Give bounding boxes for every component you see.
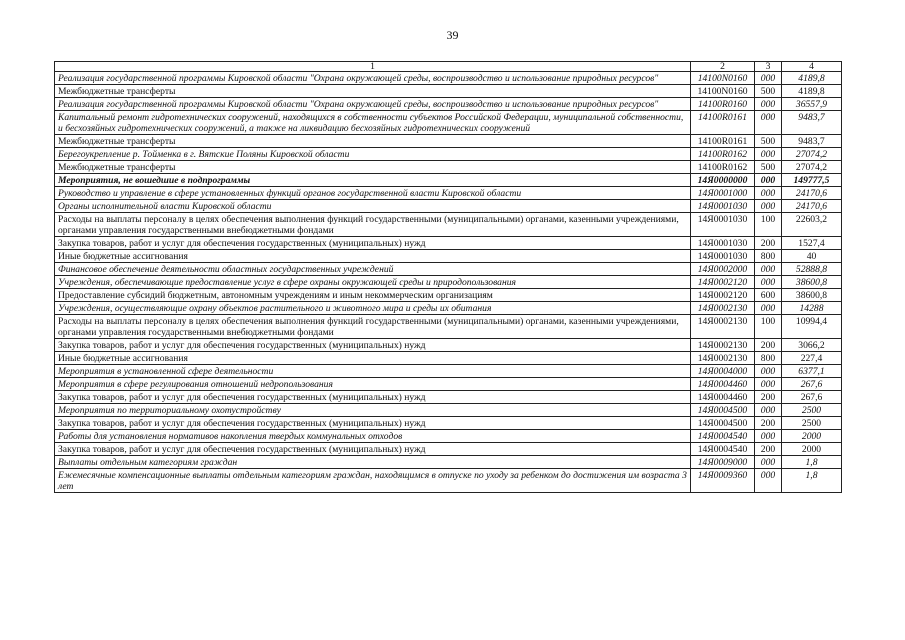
- row-code-cell: 14100N0160: [691, 72, 755, 85]
- row-sum-cell: 40: [782, 250, 842, 263]
- row-code-cell: 14Я0004460: [691, 378, 755, 391]
- budget-table-body: [55, 62, 842, 493]
- table-row: [55, 289, 842, 302]
- table-row: [55, 339, 842, 352]
- row-sum-cell: 38600,8: [782, 289, 842, 302]
- row-name-cell: Работы для установления нормативов накопления твердых коммунальных отходов: [55, 430, 691, 443]
- row-type-cell: 200: [755, 443, 782, 456]
- row-sum-cell: 227,4: [782, 352, 842, 365]
- table-row: [55, 456, 842, 469]
- row-code-cell: 14Я0004540: [691, 430, 755, 443]
- row-name-cell: Межбюджетные трансферты: [55, 85, 691, 98]
- row-type-cell: 800: [755, 250, 782, 263]
- row-code-cell: 14100R0162: [691, 148, 755, 161]
- row-name-cell: Реализация государственной программы Кировской области "Охрана окружающей среды, воспроизводство и использование природных ресурсов": [55, 98, 691, 111]
- row-sum-cell: 52888,8: [782, 263, 842, 276]
- row-sum-cell: 267,6: [782, 391, 842, 404]
- row-sum-cell: 27074,2: [782, 161, 842, 174]
- table-row: [55, 161, 842, 174]
- table-row: [55, 302, 842, 315]
- row-type-cell: 000: [755, 404, 782, 417]
- row-type-cell: 500: [755, 161, 782, 174]
- row-code-cell: 14100R0160: [691, 98, 755, 111]
- table-row: [55, 378, 842, 391]
- row-name-cell: Расходы на выплаты персоналу в целях обеспечения выполнения функций государственными (муниципальными) органами, казенными учреждениями, органами управления государственными внебюджетными фондами: [55, 213, 691, 237]
- row-name-cell: Финансовое обеспечение деятельности областных государственных учреждений: [55, 263, 691, 276]
- row-name-cell: Выплаты отдельным категориям граждан: [55, 456, 691, 469]
- table-row: [55, 365, 842, 378]
- row-name-cell: Закупка товаров, работ и услуг для обеспечения государственных (муниципальных) нужд: [55, 339, 691, 352]
- row-name-cell: Иные бюджетные ассигнования: [55, 250, 691, 263]
- table-row: [55, 469, 842, 493]
- row-code-cell: 14Я0000000: [691, 174, 755, 187]
- row-type-cell: 500: [755, 85, 782, 98]
- row-code-cell: 14100R0162: [691, 161, 755, 174]
- row-code-cell: 14Я0009360: [691, 469, 755, 493]
- row-code-cell: 14Я0002120: [691, 276, 755, 289]
- row-code-cell: 14Я0001030: [691, 237, 755, 250]
- row-name-cell: Закупка товаров, работ и услуг для обеспечения государственных (муниципальных) нужд: [55, 237, 691, 250]
- row-type-cell: 000: [755, 365, 782, 378]
- table-row: [55, 443, 842, 456]
- row-name-cell: Учреждения, обеспечивающие предоставление услуг в сфере охраны окружающей среды и природопользования: [55, 276, 691, 289]
- row-name-cell: Мероприятия в сфере регулирования отношений недропользования: [55, 378, 691, 391]
- row-sum-cell: 3066,2: [782, 339, 842, 352]
- row-sum-cell: 4189,8: [782, 85, 842, 98]
- row-type-cell: 000: [755, 187, 782, 200]
- row-type-cell: 000: [755, 430, 782, 443]
- row-sum-cell: 1,8: [782, 456, 842, 469]
- table-row: [55, 174, 842, 187]
- row-type-cell: 200: [755, 237, 782, 250]
- row-type-cell: 000: [755, 148, 782, 161]
- row-sum-cell: 22603,2: [782, 213, 842, 237]
- row-sum-cell: 1,8: [782, 469, 842, 493]
- row-type-cell: 100: [755, 315, 782, 339]
- row-code-cell: 14Я0001000: [691, 187, 755, 200]
- row-type-cell: 000: [755, 302, 782, 315]
- row-sum-cell: 36557,9: [782, 98, 842, 111]
- row-name-cell: Мероприятия по территориальному охотустройству: [55, 404, 691, 417]
- row-code-cell: 14Я0002130: [691, 339, 755, 352]
- row-sum-cell: 14288: [782, 302, 842, 315]
- row-name-cell: Закупка товаров, работ и услуг для обеспечения государственных (муниципальных) нужд: [55, 443, 691, 456]
- row-type-cell: 000: [755, 98, 782, 111]
- table-row: [55, 391, 842, 404]
- row-name-cell: Руководство и управление в сфере установленных функций органов государственной власти Кировской области: [55, 187, 691, 200]
- row-code-cell: 14Я0002130: [691, 302, 755, 315]
- row-sum-cell: 27074,2: [782, 148, 842, 161]
- row-code-cell: 14Я0001030: [691, 200, 755, 213]
- row-sum-cell: 267,6: [782, 378, 842, 391]
- table-row: [55, 187, 842, 200]
- row-code-cell: 14100R0161: [691, 135, 755, 148]
- row-name-cell: Иные бюджетные ассигнования: [55, 352, 691, 365]
- table-row: [55, 250, 842, 263]
- row-sum-cell: 24170,6: [782, 187, 842, 200]
- row-name-cell: Капитальный ремонт гидротехнических сооружений, находящихся в собственности субъектов Российской Федерации, муниципальной собственности, и бесхозяйных гидротехнических сооружений, а также на ликвидацию бесхозяйных гидротехнических сооружений: [55, 111, 691, 135]
- row-name-cell: Учреждения, осуществляющие охрану объектов растительного и животного мира и среды их обитания: [55, 302, 691, 315]
- row-name-cell: Закупка товаров, работ и услуг для обеспечения государственных (муниципальных) нужд: [55, 391, 691, 404]
- row-code-cell: 14Я0001030: [691, 213, 755, 237]
- row-code-cell: 14Я0004540: [691, 443, 755, 456]
- page-number: 39: [446, 28, 459, 42]
- row-name-cell: Предоставление субсидий бюджетным, автономным учреждениям и иным некоммерческим организациям: [55, 289, 691, 302]
- table-row: [55, 352, 842, 365]
- row-type-cell: 000: [755, 111, 782, 135]
- row-sum-cell: 24170,6: [782, 200, 842, 213]
- row-code-cell: 14Я0002130: [691, 315, 755, 339]
- row-sum-cell: 6377,1: [782, 365, 842, 378]
- row-name-cell: Межбюджетные трансферты: [55, 161, 691, 174]
- row-name-cell: Мероприятия, не вошедшие в подпрограммы: [55, 174, 691, 187]
- column-header-sum: 4: [782, 62, 842, 72]
- row-sum-cell: 2000: [782, 430, 842, 443]
- row-sum-cell: 38600,8: [782, 276, 842, 289]
- row-sum-cell: 2500: [782, 404, 842, 417]
- row-type-cell: 100: [755, 213, 782, 237]
- row-name-cell: Расходы на выплаты персоналу в целях обеспечения выполнения функций государственными (муниципальными) органами, казенными учреждениями, органами управления государственными внебюджетными фондами: [55, 315, 691, 339]
- table-row: [55, 213, 842, 237]
- row-type-cell: 000: [755, 456, 782, 469]
- table-row: [55, 276, 842, 289]
- column-header-code: 2: [691, 62, 755, 72]
- table-header-row: [55, 62, 842, 72]
- table-row: [55, 72, 842, 85]
- row-type-cell: 000: [755, 200, 782, 213]
- row-type-cell: 800: [755, 352, 782, 365]
- row-sum-cell: 2000: [782, 443, 842, 456]
- table-row: [55, 85, 842, 98]
- row-sum-cell: 9483,7: [782, 135, 842, 148]
- row-sum-cell: 1527,4: [782, 237, 842, 250]
- row-name-cell: Берегоукрепление р. Тойменка в г. Вятские Поляны Кировской области: [55, 148, 691, 161]
- row-type-cell: 000: [755, 469, 782, 493]
- table-row: [55, 148, 842, 161]
- table-row: [55, 315, 842, 339]
- row-name-cell: Закупка товаров, работ и услуг для обеспечения государственных (муниципальных) нужд: [55, 417, 691, 430]
- row-code-cell: 14Я0001030: [691, 250, 755, 263]
- table-row: [55, 135, 842, 148]
- row-code-cell: 14Я0004000: [691, 365, 755, 378]
- row-type-cell: 600: [755, 289, 782, 302]
- table-row: [55, 237, 842, 250]
- row-code-cell: 14100R0161: [691, 111, 755, 135]
- row-name-cell: Ежемесячные компенсационные выплаты отдельным категориям граждан, находящимся в отпуске по уходу за ребенком до достижения им возраста 3 лет: [55, 469, 691, 493]
- row-type-cell: 000: [755, 276, 782, 289]
- row-code-cell: 14Я0002000: [691, 263, 755, 276]
- table-row: [55, 263, 842, 276]
- row-type-cell: 200: [755, 417, 782, 430]
- row-sum-cell: 2500: [782, 417, 842, 430]
- row-type-cell: 200: [755, 391, 782, 404]
- row-type-cell: 500: [755, 135, 782, 148]
- row-sum-cell: 9483,7: [782, 111, 842, 135]
- budget-table: [54, 61, 842, 493]
- row-code-cell: 14Я0002130: [691, 352, 755, 365]
- row-name-cell: Органы исполнительной власти Кировской области: [55, 200, 691, 213]
- row-code-cell: 14Я0004500: [691, 417, 755, 430]
- row-type-cell: 200: [755, 339, 782, 352]
- row-code-cell: 14Я0004500: [691, 404, 755, 417]
- table-row: [55, 111, 842, 135]
- row-type-cell: 000: [755, 263, 782, 276]
- row-name-cell: Реализация государственной программы Кировской области "Охрана окружающей среды, воспроизводство и использование природных ресурсов": [55, 72, 691, 85]
- row-code-cell: 14100N0160: [691, 85, 755, 98]
- row-sum-cell: 149777,5: [782, 174, 842, 187]
- table-row: [55, 430, 842, 443]
- table-row: [55, 98, 842, 111]
- table-row: [55, 404, 842, 417]
- row-type-cell: 000: [755, 378, 782, 391]
- table-row: [55, 417, 842, 430]
- row-type-cell: 000: [755, 174, 782, 187]
- row-sum-cell: 10994,4: [782, 315, 842, 339]
- column-header-type: 3: [755, 62, 782, 72]
- row-sum-cell: 4189,8: [782, 72, 842, 85]
- row-type-cell: 000: [755, 72, 782, 85]
- table-row: [55, 200, 842, 213]
- column-header-name: 1: [55, 62, 691, 72]
- row-code-cell: 14Я0004460: [691, 391, 755, 404]
- row-code-cell: 14Я0002120: [691, 289, 755, 302]
- row-code-cell: 14Я0009000: [691, 456, 755, 469]
- row-name-cell: Мероприятия в установленной сфере деятельности: [55, 365, 691, 378]
- row-name-cell: Межбюджетные трансферты: [55, 135, 691, 148]
